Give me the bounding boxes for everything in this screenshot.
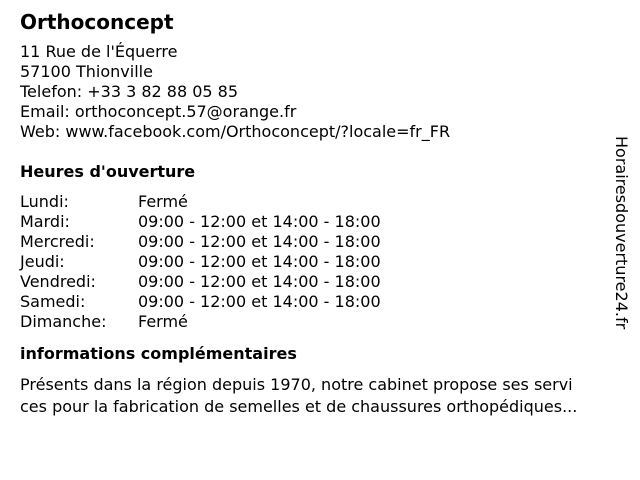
day-label: Jeudi: [20, 252, 65, 271]
day-hours: Fermé [138, 312, 188, 331]
business-name: Orthoconcept [20, 10, 174, 34]
day-hours: 09:00 - 12:00 et 14:00 - 18:00 [138, 292, 381, 311]
day-label: Lundi: [20, 192, 69, 211]
address-city: 57100 Thionville [20, 62, 153, 81]
day-hours: Fermé [138, 192, 188, 211]
info-title: informations complémentaires [20, 344, 297, 363]
hours-table [20, 192, 620, 332]
hours-row-mercredi [20, 232, 620, 252]
contact-details [20, 42, 620, 142]
email-line: Email: orthoconcept.57@orange.fr [20, 102, 297, 121]
address-street: 11 Rue de l'Équerre [20, 42, 178, 61]
day-label: Mardi: [20, 212, 70, 231]
info-line-2: ces pour la fabrication de semelles et de chaussures orthopédiques... [20, 397, 578, 416]
hours-row-jeudi [20, 252, 620, 272]
day-hours: 09:00 - 12:00 et 14:00 - 18:00 [138, 272, 381, 291]
hours-title: Heures d'ouverture [20, 162, 196, 181]
day-hours: 09:00 - 12:00 et 14:00 - 18:00 [138, 212, 381, 231]
day-label: Samedi: [20, 292, 86, 311]
phone-line: Telefon: +33 3 82 88 05 85 [20, 82, 239, 101]
day-hours: 09:00 - 12:00 et 14:00 - 18:00 [138, 232, 381, 251]
day-label: Dimanche: [20, 312, 107, 331]
hours-row-dimanche [20, 312, 620, 332]
day-label: Mercredi: [20, 232, 95, 251]
info-description [20, 374, 624, 418]
business-card [20, 10, 620, 418]
day-label: Vendredi: [20, 272, 96, 291]
info-line-1: Présents dans la région depuis 1970, notre cabinet propose ses servi [20, 375, 573, 394]
hours-row-samedi [20, 292, 620, 312]
hours-row-lundi [20, 192, 620, 212]
web-line: Web: www.facebook.com/Orthoconcept/?locale=fr_FR [20, 122, 451, 141]
hours-row-vendredi [20, 272, 620, 292]
watermark-text: Horairesdouverture24.fr [612, 136, 631, 330]
day-hours: 09:00 - 12:00 et 14:00 - 18:00 [138, 252, 381, 271]
hours-row-mardi [20, 212, 620, 232]
